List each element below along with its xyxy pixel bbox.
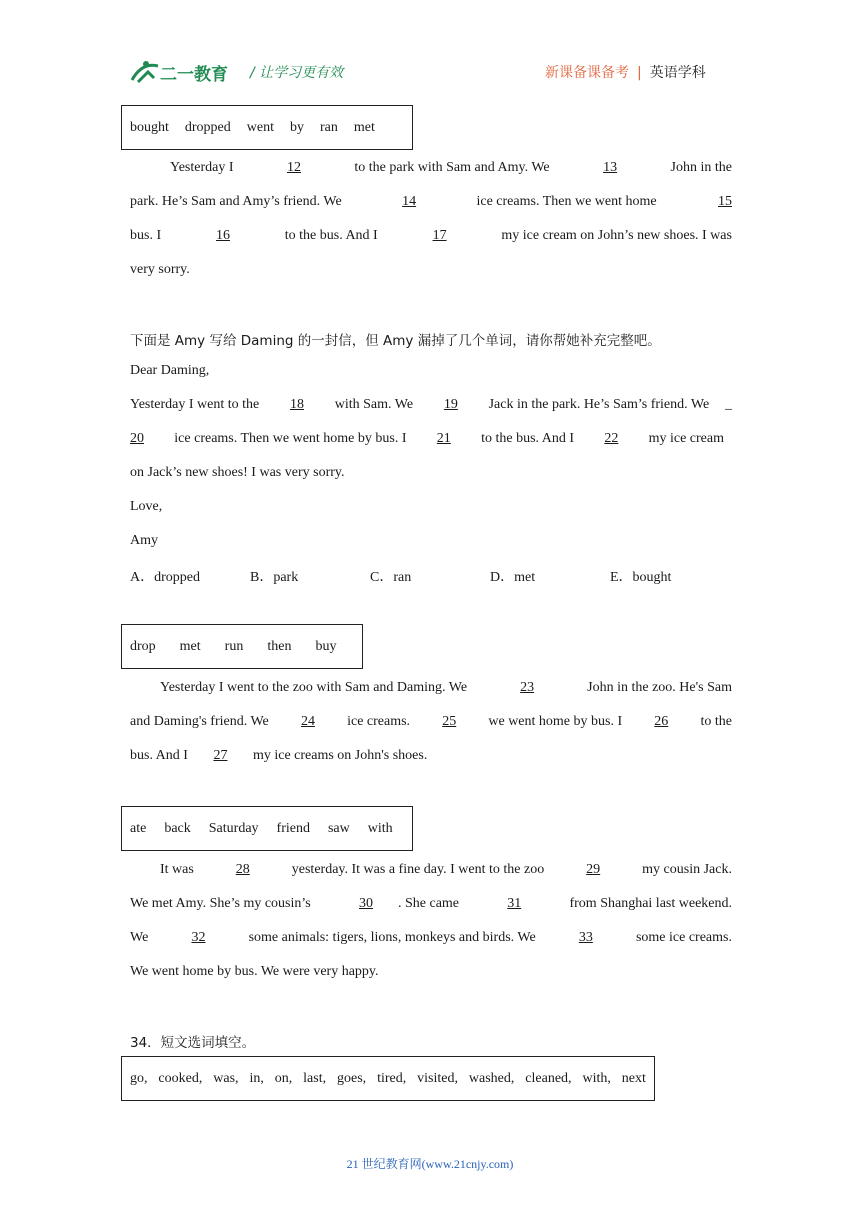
word-box-1 (121, 105, 413, 150)
letter-signature: Amy (130, 533, 158, 548)
word: cooked, (158, 1070, 203, 1086)
passage3-line: We met Amy. She’s my cousin’s 30 . She came 31 from Shanghai last weekend. (130, 896, 732, 911)
word: run (224, 638, 244, 654)
blank-18[interactable]: 18 (289, 397, 304, 412)
letter-line: on Jack’s new shoes! I was very sorry. (130, 465, 345, 480)
blank-21[interactable]: 21 (436, 431, 451, 446)
word: last, (303, 1070, 327, 1086)
word: then (267, 638, 292, 654)
word: buy (315, 638, 337, 654)
word: met (353, 119, 375, 135)
word: by (290, 119, 304, 135)
word: went (246, 119, 274, 135)
passage1-line: Yesterday I 12 to the park with Sam and Amy. We 13 John in the (170, 160, 732, 175)
blank-24[interactable]: 24 (300, 714, 315, 729)
blank-15[interactable]: 15 (718, 194, 732, 209)
passage1-line: very sorry. (130, 262, 190, 277)
option-e: E．bought (610, 570, 672, 585)
word: go, (130, 1070, 148, 1086)
question-34-title: 34．短文选词填空。 (130, 1035, 256, 1051)
word-box-2 (121, 624, 363, 669)
word: friend (276, 820, 310, 836)
passage1-line: park. He’s Sam and Amy’s friend. We 14 ice creams. Then we went home 15 (130, 194, 732, 209)
option-d: D．met (490, 570, 536, 585)
blank-26[interactable]: 26 (654, 714, 669, 729)
instruction: 下面是 Amy 写给 Daming 的一封信，但 Amy 漏掉了几个单词，请你帮她补充完整吧。 (130, 333, 661, 349)
word: back (164, 820, 191, 836)
blank-17[interactable]: 17 (432, 228, 447, 243)
blank-23[interactable]: 23 (520, 680, 535, 695)
word: saw (327, 820, 350, 836)
word: ate (130, 820, 147, 836)
blank-20[interactable]: 20 (130, 431, 144, 446)
blank-22[interactable]: 22 (604, 431, 619, 446)
page-header (0, 0, 860, 100)
blank-27[interactable]: 27 (213, 748, 228, 763)
logo (128, 56, 238, 88)
passage2-line: and Daming's friend. We 24 ice creams. 25 we went home by bus. I 26 to the (130, 714, 732, 729)
blank-31[interactable]: 31 (507, 896, 522, 911)
letter-greeting: Dear Daming, (130, 363, 210, 378)
blank-14[interactable]: 14 (402, 194, 417, 209)
word: on, (274, 1070, 293, 1086)
blank-30[interactable]: 30 (358, 896, 373, 911)
blank-29[interactable]: 29 (586, 862, 601, 877)
letter-closing: Love, (130, 499, 163, 514)
slogan: / 让学习更有效 (250, 65, 344, 81)
blank-19[interactable]: 19 (443, 397, 458, 412)
word: dropped (184, 119, 231, 135)
blank-32[interactable]: 32 (191, 930, 206, 945)
word: Saturday (208, 820, 259, 836)
word: in, (249, 1070, 264, 1086)
word: visited, (417, 1070, 458, 1086)
word: with (367, 820, 393, 836)
passage3-line: We went home by bus. We were very happy. (130, 964, 379, 979)
word: met (179, 638, 201, 654)
option-c: C．ran (370, 570, 412, 585)
blank-13[interactable]: 13 (603, 160, 618, 175)
blank-12[interactable]: 12 (286, 160, 301, 175)
word: bought (130, 119, 169, 135)
header-subject: 新课备课备考 | 英语学科 (545, 65, 706, 81)
word: drop (130, 638, 156, 654)
blank-25[interactable]: 25 (442, 714, 457, 729)
word: next (621, 1070, 646, 1086)
letter-line: Yesterday I went to the 18 with Sam. We 19 Jack in the park. He’s Sam’s friend. We _ (130, 397, 732, 412)
word: ran (320, 119, 338, 135)
word: goes, (337, 1070, 367, 1086)
passage1-line: bus. I 16 to the bus. And I 17 my ice cream on John’s new shoes. I was (130, 228, 732, 243)
word: tired, (377, 1070, 407, 1086)
logo-text: 二一教育 (160, 65, 228, 85)
word: washed, (468, 1070, 515, 1086)
passage3-line: It was 28 yesterday. It was a fine day. I went to the zoo 29 my cousin Jack. (160, 862, 732, 877)
letter-line: 20 ice creams. Then we went home by bus. I 21 to the bus. And I 22 my ice cream (130, 431, 724, 446)
blank-16[interactable]: 16 (215, 228, 230, 243)
passage3-line: We 32 some animals: tigers, lions, monkeys and birds. We 33 some ice creams. (130, 930, 732, 945)
word: was, (213, 1070, 239, 1086)
blank-28[interactable]: 28 (235, 862, 250, 877)
word: with, (582, 1070, 611, 1086)
page-footer[interactable]: 21 世纪教育网(www.21cnjy.com) (346, 1157, 514, 1171)
passage2-line: bus. And I 27 my ice creams on John's shoes. (130, 748, 428, 763)
blank-33[interactable]: 33 (578, 930, 593, 945)
word-box-3 (121, 806, 413, 851)
word: cleaned, (525, 1070, 572, 1086)
option-b: B．park (250, 570, 299, 585)
option-a: A．dropped (130, 570, 200, 585)
word-box-4 (121, 1056, 655, 1101)
passage2-line: Yesterday I went to the zoo with Sam and Daming. We 23 John in the zoo. He's Sam (160, 680, 732, 695)
